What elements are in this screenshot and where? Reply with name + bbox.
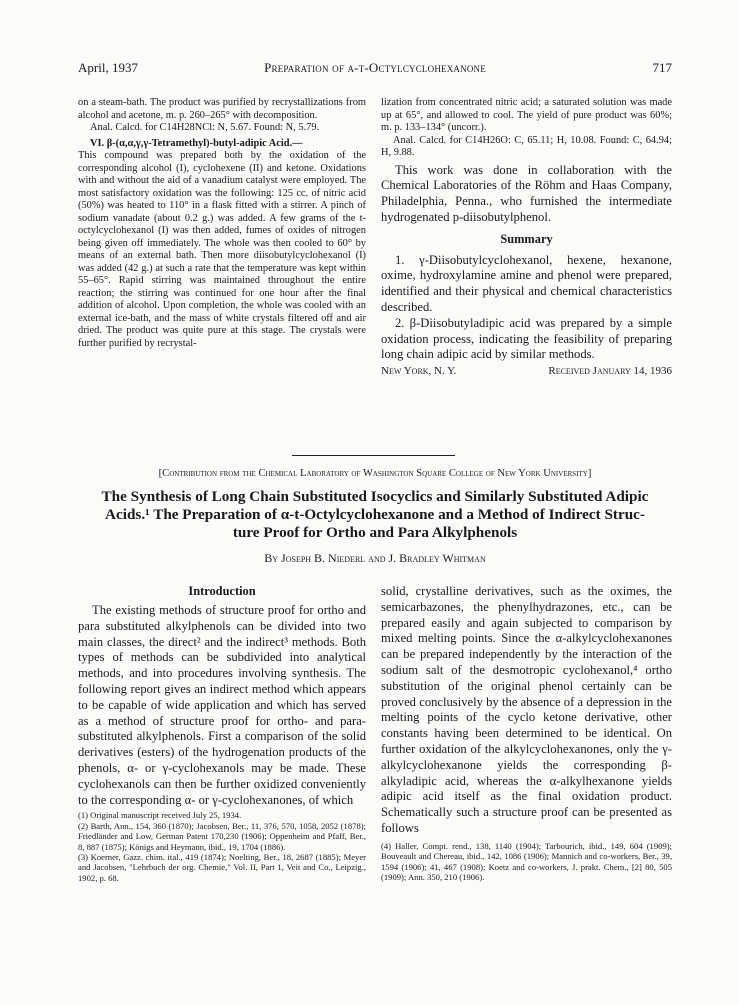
summary-item: 2. β-Diisobutyladipic acid was prepared by a simple oxidation process, indicating the feasibility of preparing long chain adipic acid by similar methods. <box>381 315 672 362</box>
article-title <box>78 488 672 542</box>
summary-item: 1. γ-Diisobutylcyclohexanol, hexene, hexanone, oxime, hydroxylamine amine and phenol were prepared, identified and their physical and chemical characteristics described. <box>381 252 672 315</box>
signature-line <box>381 365 672 377</box>
section-title: VI. β-(α,α,γ,γ-Tetramethyl)-butyl-adipic Acid.— <box>90 137 303 149</box>
experimental-paragraph: on a steam-bath. The product was purified by recrystallizations from alcohol and acetone, m. p. 260–265° with decomposition. <box>78 97 366 121</box>
article-divider <box>292 455 455 456</box>
introduction-column <box>78 584 366 883</box>
footnote: (1) Original manuscript received July 25, 1934. <box>78 810 242 821</box>
footnote: (4) Haller, Compt. rend., 138, 1140 (1904); Tarbourich, ibid., 149, 604 (1909); Bouveault and Chereau, ibid., 142, 1086 (1906); Mannich and co-workers, Ber., 39, 1594 (1906); 41, 467 (1908); Koetz and co-workers, J. prakt. Chem., [2] 80, 505 (1909); Ann. 350, 210 (1906). <box>381 840 672 882</box>
article-authors: By Joseph B. Niederl and J. Bradley Whitman <box>264 551 486 565</box>
experimental-paragraph: This compound was prepared both by the oxidation of the corresponding alcohol (I), cyclohexene (II) and ketone. Oxidations with and without the aid of a vanadium catalyst were employed. The most satisfactory oxidation was the following: 125 cc. of nitric acid (50%) was heated to 110° in a flask fitted with a stirrer. A pinch of sodium vanadate (about 0.2 g.) was added. A few grams of the t-octylcyclohexanol (I) was then added, fumes of oxides of nitrogen being given off immediately. The whole was then cooled to 60° by means of an external bath. Then more diisobutylcyclohexanol (I) was added (42 g.) at such a rate that the temperature was kept within 55–65°. Rapid stirring was maintained throughout the entire reaction; the stirring was continued for one hour after the final addition of alcohol. Upon completion, the whole was cooled with an external ice-bath, and the mass of white crystals filtered off and air dried. The product was quite pure at this stage. The crystals were further purified by recrystal- <box>78 150 366 349</box>
header-running-title: Preparation of α-t-Octylcyclohexanone <box>264 60 486 75</box>
running-header <box>78 60 672 76</box>
analysis-line: Anal. Calcd. for C14H28NCl: N, 5.67. Found: N, 5.79. <box>90 122 320 133</box>
introduction-paragraph: The existing methods of structure proof for ortho and para substituted alkylphenols can be divided into two main classes, the direct² and the indirect³ methods. Both types of methods can be subdivided into analytical methods, and into procedures involving synthesis. The following report gives an indirect method which appears to be capable of wide application and which has served as a method of structure proof for ortho- and para-substituted alkylphenols. First a comparison of the solid derivatives (esters) of the hydrogenation products of the phenols, α- or γ-cyclohexanols may be made. These cyclohexanols can then be further oxidized conveniently to the corresponding α- or γ-cyclohexanones, of which <box>78 603 366 807</box>
footnote: (3) Koerner, Gazz. chim. ital., 419 (1874); Noelting, Ber., 18, 2687 (1885); Meyer and Jacobsen, "Lehrbuch der org. Chemie," Vol. II, Part 1, Veit and Co., Leipzig., 1902, p. 68. <box>78 851 366 883</box>
acknowledgement-paragraph: This work was done in collaboration with the Chemical Laboratories of the Röhm and Haas Company, Philadelphia, Penna., who furnished the intermediate hydrogenated p-diisobutylphenol. <box>381 162 672 224</box>
introduction-heading: Introduction <box>188 584 256 598</box>
body-paragraph: solid, crystalline derivatives, such as the oximes, the semicarbazones, the phenylhydrazones, etc., can be prepared easily and again subjected to comparison by mixed melting points. Since the α-alkylcyclohexanones can be prepared independently by the interaction of the sodium salt of the desmotropic cyclohexanol,⁴ ortho substitution of the original phenol certainly can be proved conclusively by the absence of a depression in the melting points of the cyclo ketone derivative, other constants having been determined to be identical. On further oxidation of the alkylcyclohexanones, only the γ-alkylcyclohexanone yields the corresponding β-alkyladipic acid, whereas the α-alkylhexanone yields adipic acid itself as the final oxidation product. Schematically such a structure proof can be presented as follows <box>381 584 672 835</box>
analysis-line: Anal. Calcd. for C14H26O: C, 65.11; H, 10.08. Found: C, 64.94; H, 9.88. <box>381 134 672 158</box>
received-date: Received January 14, 1936 <box>548 365 672 378</box>
article-title-line: ture Proof for Ortho and Para Alkylphenols <box>232 524 518 541</box>
experimental-paragraph: lization from concentrated nitric acid; a saturated solution was made up at 65°, and allowed to cool. The yield of pure product was 60%; m. p. 133–134° (uncorr.). <box>381 97 672 133</box>
article-title-line: Acids.¹ The Preparation of α-t-Octylcyclohexanone and a Method of Indirect Struc- <box>105 506 645 523</box>
contribution-line: [Contribution from the Chemical Laboratory of Washington Square College of New York University] <box>158 468 592 479</box>
introduction-right-column <box>381 584 672 882</box>
header-page-number: 717 <box>652 60 672 75</box>
experimental-right-column <box>381 97 672 377</box>
signature-location: New York, N. Y. <box>381 365 457 378</box>
article-title-line: The Synthesis of Long Chain Substituted Isocyclics and Similarly Substituted Adipic <box>101 488 649 505</box>
summary-heading: Summary <box>500 231 553 246</box>
footnotes-left <box>78 810 366 883</box>
footnotes-right <box>381 841 672 883</box>
footnote: (2) Barth, Ann., 154, 360 (1870); Jacobsen, Ber., 11, 376, 570, 1058, 2052 (1878); Friedländer and Low, German Patent 170,230 (1906); Oppenheim and Pfaff, Ber., 8, 887 (1875); Königs and Heymann, ibid., 19, 1704 (1886). <box>78 820 366 852</box>
header-date: April, 1937 <box>78 60 138 75</box>
experimental-left-column <box>78 97 366 350</box>
